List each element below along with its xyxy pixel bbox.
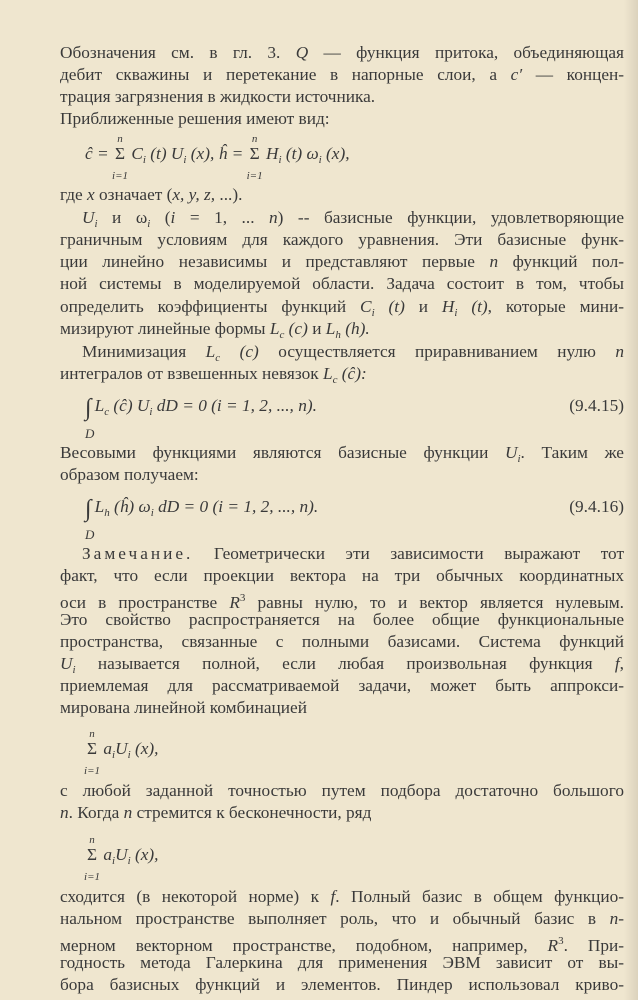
text-line: $U_i$ и $\omega_i$ (i = 1, ... n) -- базисные функции, удовлетворяющие xyxy=(82,208,624,230)
remark-label: Замечание. xyxy=(82,544,194,563)
equation-series: Σ n i=1 $a_iU_i$ (x), xyxy=(84,834,159,883)
text-line: определить коэффициенты функций $C_i$ (t) и $H_i$ (t), которые мини- xyxy=(60,297,625,319)
text-line: оси в пространстве $R^3$ равны нулю, то и вектор является нулевым. xyxy=(60,592,624,612)
equation-9-4-15: ∫ D $L_c$ (ĉ) $U_i$ dD = 0 (i = 1, 2, ..., n). xyxy=(85,395,317,441)
sum-symbol: Σ n i=1 xyxy=(246,133,263,182)
text-line: Замечание. Геометрически эти зависимости выражают тот xyxy=(82,544,624,563)
text-line: трация загрязнения в жидкости источника. xyxy=(60,87,376,106)
sum-symbol: Σ n i=1 xyxy=(112,133,129,182)
text-line: Минимизация $L_c$ (c) осуществляется приравниванием нулю n xyxy=(82,342,624,364)
page-edge-shadow xyxy=(624,0,638,1000)
text-line: нальном пространстве выполняет роль, что и обычный базис в n- xyxy=(60,909,624,928)
text-line: Весовыми функциями являются базисные функции $U_i$. Таким же xyxy=(60,443,624,465)
equation-number: (9.4.15) xyxy=(569,396,624,415)
text-line: бора базисных функций и элементов. Пиндер использовал криво- xyxy=(60,975,624,994)
text-line: мерном векторном пространстве, подобном, например, $R^3$. При- xyxy=(60,935,624,955)
equation-approx-solutions: ĉ = Σ n i=1 $C_i$ (t) $U_i$ (x), ĥ = Σ n i=1 $H_i$ (t) $\omega_i$ (x), xyxy=(85,133,350,182)
text-line: мирована линейной комбинацией xyxy=(60,698,307,717)
equation-number: (9.4.16) xyxy=(569,497,624,516)
text-line: интегралов от взвешенных невязок $L_c$ (ĉ): xyxy=(60,364,367,386)
text-line: мизируют линейные формы $L_c$ (c) и $L_h$ (h). xyxy=(60,319,370,341)
text-line: приемлемая для рассматриваемой задачи, может быть аппрокси- xyxy=(60,676,624,695)
text-line: граничным условиям для каждого уравнения. Эти базисные функ- xyxy=(60,230,624,249)
text-line: $U_i$ называется полной, если любая произвольная функция f, xyxy=(60,654,624,676)
text-line: Это свойство распространяется на более общие функциональные xyxy=(60,610,624,629)
equation-9-4-16: ∫ D $L_h$ (ĥ) $\omega_i$ dD = 0 (i = 1, 2, ..., n). xyxy=(85,496,319,542)
equation-linear-combination: Σ n i=1 $a_iU_i$ (x), xyxy=(84,728,159,777)
text-line: пространства, связанные с полными базисами. Система функций xyxy=(60,632,624,651)
text-line: факт, что если проекции вектора на три обычных координатных xyxy=(60,566,624,585)
text-line: ной системы в моделируемой области. Задача состоит в том, чтобы xyxy=(60,274,624,293)
text-line: с любой заданной точностью путем подбора достаточно большого xyxy=(60,781,624,800)
text-line: сходится (в некоторой норме) к f. Полный базис в общем функцио- xyxy=(60,887,625,906)
text-line: дебит скважины и перетекание в напорные слои, а c′ — концен- xyxy=(60,65,624,84)
text-line: Приближенные решения имеют вид: xyxy=(60,109,330,128)
text-line: где x означает (x, y, z, ...). xyxy=(60,185,243,204)
text-line: образом получаем: xyxy=(60,465,199,484)
text-line: Обозначения см. в гл. 3. Q — функция притока, объединяющая xyxy=(60,43,624,62)
text-line: годность метода Галеркина для применения ЭВМ зависит от вы- xyxy=(60,953,624,972)
text-line: n. Когда n стремится к бесконечности, ряд xyxy=(60,803,372,822)
text-line: ции линейно независимы и представляют первые n функций пол- xyxy=(60,252,624,271)
